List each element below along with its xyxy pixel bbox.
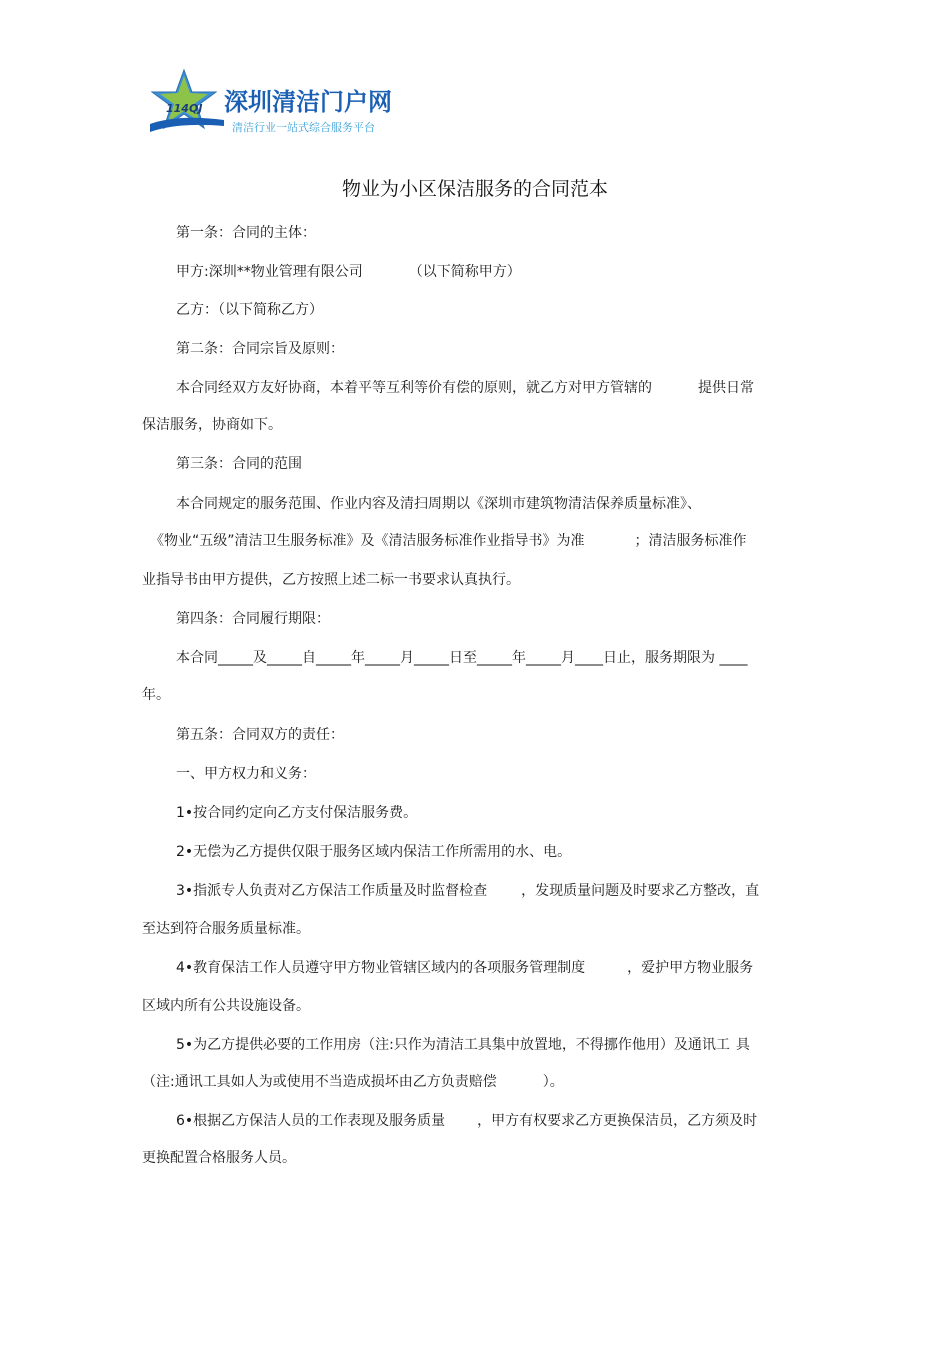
paragraph-text: （注:通讯工具如人为或使用不当造成损坏由乙方负责赔偿 (142, 1074, 497, 1090)
paragraph-text: 提供日常 (698, 380, 754, 396)
article-3-heading: 第三条：合同的范围 (176, 456, 302, 472)
article-1-heading: 第一条：合同的主体： (176, 225, 316, 241)
paragraph-line (150, 531, 747, 551)
list-item-5-cont (142, 1072, 564, 1092)
paragraph-line (176, 378, 754, 398)
paragraph-text: ，爱护甲方物业服务 (627, 960, 754, 976)
paragraph-line: 业指导书由甲方提供，乙方按照上述二标一书要求认真执行。 (142, 572, 520, 588)
paragraph-text: ；清洁服务标准作 (634, 533, 747, 549)
list-item-4 (176, 958, 753, 978)
paragraph-text: 6•根据乙方保洁人员的工作表现及服务质量 (176, 1113, 446, 1129)
paragraph-text: 《物业“五级”清洁卫生服务标准》及《清洁服务标准作业指导书》为准 (150, 533, 585, 549)
paragraph-text: ）。 (542, 1074, 564, 1090)
paragraph-line: 本合同规定的服务范围、作业内容及清扫周期以《深圳市建筑物清洁保养质量标准》、 (176, 496, 701, 512)
document-title: 物业为小区保洁服务的合同范本 (341, 178, 608, 200)
paragraph-text: 3•指派专人负责对乙方保洁工作质量及时监督检查 (176, 883, 488, 899)
term-line: 本合同_____及_____自_____年_____月_____日至_____年_____月____日止，服务期限为 ____ (176, 650, 748, 666)
logo-badge: 114QJ (166, 102, 203, 115)
list-item-1: 1•按合同约定向乙方支付保洁服务费。 (176, 805, 418, 821)
term-line-end: 年。 (142, 687, 170, 703)
paragraph-line: 保洁服务，协商如下。 (142, 417, 282, 433)
paragraph-text: ，甲方有权要求乙方更换保洁员，乙方须及时 (477, 1113, 758, 1129)
section-heading: 一、甲方权力和义务： (176, 766, 316, 782)
party-a-name: 甲方:深圳**物业管理有限公司 (176, 264, 363, 280)
paragraph-text: ，发现质量问题及时要求乙方整改，直 (521, 883, 760, 899)
article-4-heading: 第四条：合同履行期限： (176, 611, 330, 627)
list-item-3-cont: 至达到符合服务质量标准。 (142, 921, 310, 937)
article-5-heading: 第五条：合同双方的责任： (176, 727, 344, 743)
party-a-note: （以下简称甲方） (408, 264, 521, 280)
site-logo (148, 68, 408, 140)
paragraph-text: 5•为乙方提供必要的工作用房（注:只作为清洁工具集中放置地，不得挪作他用）及通讯工 (176, 1037, 730, 1053)
paragraph-text: 4•教育保洁工作人员遵守甲方物业管辖区域内的各项服务管理制度 (176, 960, 586, 976)
list-item-3 (176, 881, 759, 901)
article-2-heading: 第二条：合同宗旨及原则： (176, 341, 344, 357)
star-logo-icon (148, 68, 228, 136)
party-a-line (176, 262, 521, 282)
list-item-5 (176, 1035, 750, 1055)
list-item-6 (176, 1111, 757, 1131)
logo-slogan: 清洁行业一站式综合服务平台 (232, 121, 375, 134)
list-item-2: 2•无偿为乙方提供仅限于服务区域内保洁工作所需用的水、电。 (176, 844, 572, 860)
list-item-4-cont: 区域内所有公共设施设备。 (142, 998, 310, 1014)
paragraph-text: 具 (735, 1037, 750, 1053)
paragraph-text: 本合同经双方友好协商，本着平等互利等价有偿的原则，就乙方对甲方管辖的 (176, 380, 652, 396)
party-b-line: 乙方：（以下简称乙方） (176, 302, 323, 318)
logo-name: 深圳清洁门户网 (224, 88, 392, 116)
list-item-6-cont: 更换配置合格服务人员。 (142, 1150, 296, 1166)
